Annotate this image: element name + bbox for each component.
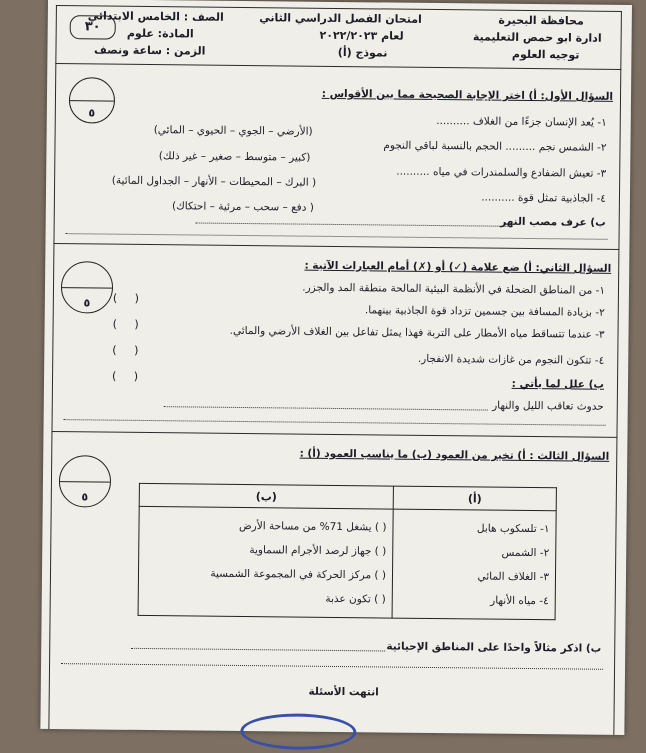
header-governorate: محافظة البحيرة — [498, 13, 584, 28]
q2-answer-4[interactable]: ( ) — [112, 369, 139, 383]
col-b-header: (ب) — [139, 483, 393, 509]
q1-item-1: ١- يُعد الإنسان جزءًا من الغلاف .......... — [436, 115, 607, 129]
exam-sheet — [40, 0, 632, 735]
q2-item-2: ٢- بزيادة المسافة بين جسمين تزداد قوة الجاذبية بينهما. — [364, 304, 605, 319]
stamp-mark — [240, 713, 356, 750]
subject-label: المادة: علوم — [126, 26, 194, 41]
q1-part-b: ب) عرف مصب النهر — [500, 215, 606, 229]
q1-item-4: ٤- الجاذبية تمثل قوة .......... — [481, 191, 607, 205]
col-b-item: ( ) تكون عذبة — [325, 592, 386, 606]
q2-item-4: ٤- تتكون النجوم من غازات شديدة الانفجار. — [417, 352, 605, 367]
q2-part-b-item: حدوث تعاقب الليل والنهار — [492, 399, 604, 413]
header-administration: ادارة ابو حمص التعليمية — [472, 30, 602, 45]
q3-title: السؤال الثالث : أ) تخير من العمود (ب) ما يناسب العمود (أ) : — [299, 447, 610, 463]
q2-answer-1[interactable]: ( ) — [112, 291, 140, 305]
col-a-item: ١- تلسكوب هابل — [476, 522, 550, 536]
col-b-item: ( ) جهاز لرصد الأجرام السماوية — [249, 544, 387, 558]
q2-item-1: ١- من المناطق الضحلة في الأنظمة البيئية المالحة منطقة المد والجزر. — [302, 281, 606, 297]
q2-item-3: ٣- عندما تتساقط مياه الأمطار على التربة فهذا يمثل تفاعل بين الغلاف الأرضي والمائي. — [229, 324, 605, 341]
q1-item-4-choices: ( دفع – سحب – مرئية – احتكاك) — [171, 200, 314, 214]
matching-table — [138, 483, 557, 620]
col-b-item: ( ) مركز الحركة في المجموعة الشمسية — [210, 567, 387, 582]
col-a-item: ٢- الشمس — [501, 546, 550, 560]
col-a-header: (أ) — [393, 486, 556, 511]
exam-title: امتحان الفصل الدراسي الثاني — [259, 11, 422, 26]
col-b-item: ( ) يشغل 71% من مساحة الأرض — [238, 519, 387, 534]
exam-model: نموذج (أ) — [337, 45, 388, 60]
q3-score-circle: ٥ — [59, 455, 112, 508]
q1-item-1-choices: (الأرضي – الجوي – الحيوي – المائي) — [153, 124, 313, 138]
q1-title: السؤال الأول: أ) اختر الإجابة الصحيحة مما بين الأقواس : — [321, 87, 614, 103]
q1-score-circle: ٥ — [69, 77, 115, 123]
q3-part-b: ب) اذكر مثالاً واحدًا على المناطق الإحيائية — [386, 640, 602, 655]
grade-label: الصف : الخامس الابتدائي — [87, 9, 224, 24]
time-label: الزمن : ساعة ونصف — [94, 43, 206, 58]
q2-title: السؤال الثاني: أ) ضع علامة (✓) أو (✗) أمام العبارات الآتية : — [304, 259, 612, 275]
total-score-box: ٣٠ — [70, 15, 116, 39]
q2-answer-2[interactable]: ( ) — [112, 317, 139, 331]
q1-item-3-choices: ( البرك – المحيطات – الأنهار – الجداول المائية) — [111, 174, 317, 189]
footer-end-note: انتهت الأسئلة — [308, 685, 379, 699]
q2-answer-3[interactable]: ( ) — [112, 343, 139, 357]
col-a-item: ٤- مياه الأنهار — [490, 594, 549, 608]
exam-year: لعام ٢٠٢٢/٢٠٢٣ — [319, 28, 404, 43]
q1-item-2: ٢- الشمس نجم ......... الحجم بالنسبة لباقي النجوم — [383, 139, 607, 154]
q1-item-2-choices: (كبير – متوسط – صغير – غير ذلك) — [158, 150, 311, 164]
header-department: توجيه العلوم — [511, 47, 580, 62]
q2-score-circle: ٥ — [61, 261, 114, 314]
q2-part-b-title: ب) علل لما يأتي : — [511, 377, 605, 391]
q1-item-3: ٣- تعيش الضفادع والسلمندرات في مياه .......... — [396, 165, 607, 180]
col-a-item: ٣- الغلاف المائي — [477, 570, 550, 584]
